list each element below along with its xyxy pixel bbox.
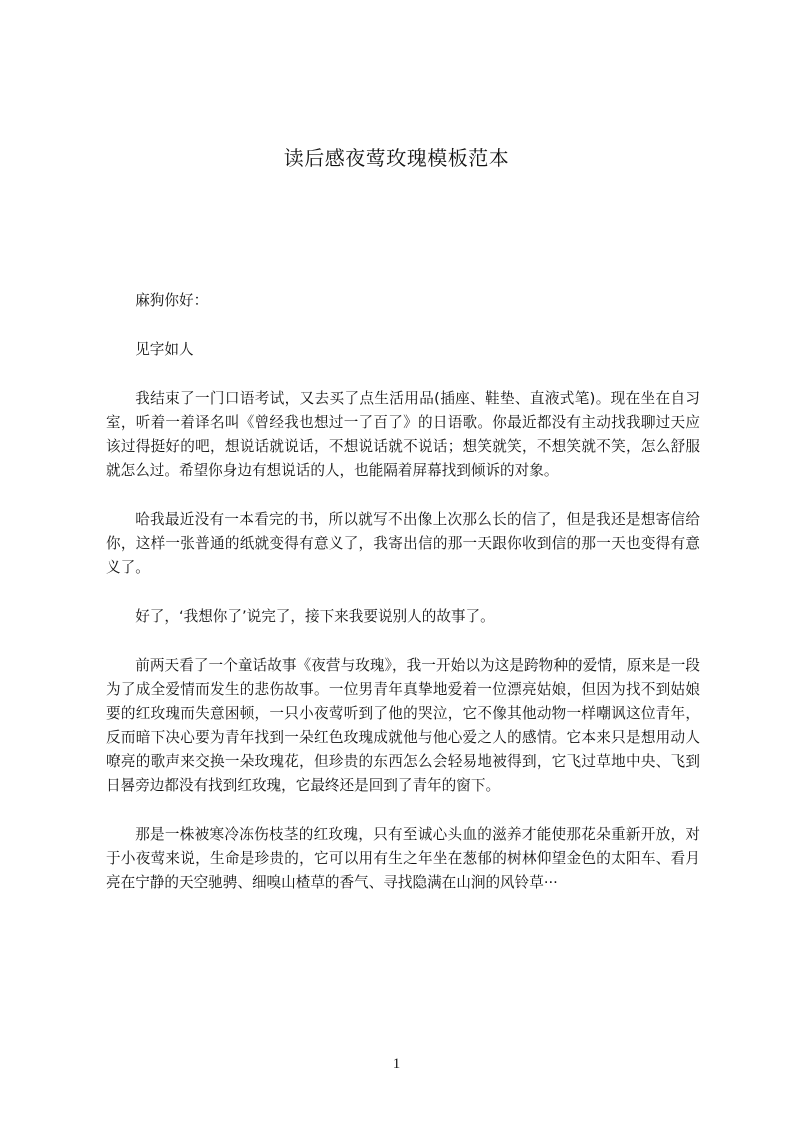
paragraph-greeting: 麻狗你好： (135, 292, 209, 309)
document-title: 读后感夜莺玫瑰模板范本 (283, 146, 510, 170)
paragraph: 那是一株被寒冷冻伤枝茎的红玫瑰，只有至诚心头血的滋养才能使那花朵重新开放，对于小夜莺来说，生命是珍贵的，它可以用有生之年坐在葱郁的树林仰望金色的太阳车、看月亮在宁静的天空驰骋、细嗅山楂草的香气、寻找隐满在山涧的风铃草··· (106, 826, 700, 891)
document-body (106, 289, 700, 920)
paragraph: 哈我最近没有一本看完的书，所以就写不出像上次那么长的信了，但是我还是想寄信给你，这样一张普通的纸就变得有意义了，我寄出信的那一天跟你收到信的那一天也变得有意义了。 (106, 511, 700, 576)
paragraph: 前两天看了一个童话故事《夜营与玫瑰》，我一开始以为这是跨物种的爱情，原来是一段为了成全爱情而发生的悲伤故事。一位男青年真挚地爱着一位漂亮姑娘，但因为找不到姑娘要的红玫瑰而失意困顿，一只小夜莺听到了他的哭泣，它不像其他动物一样嘲讽这位青年，反而暗下决心要为青年找到一朵红色玫瑰成就他与他心爱之人的感情。它本来只是想用动人嘹亮的歌声来交换一朵玫瑰花，但珍贵的东西怎么会轻易地被得到，它飞过草地中央、飞到日晷旁边都没有找到红玫瑰，它最终还是回到了青年的窗下。 (106, 657, 700, 794)
page-number: 1 (392, 1056, 401, 1072)
paragraph: 好了，‘我想你了’说完了，接下来我要说别人的故事了。 (135, 608, 495, 625)
paragraph: 我结束了一门口语考试，又去买了点生活用品(插座、鞋垫、直液式笔)。现在坐在自习室，听着一着译名叫《曾经我也想过一了百了》的日语歌。你最近都没有主动找我聊过天应该过得挺好的吧，想说话就说话，不想说话就不说话；想笑就笑，不想笑就不笑，怎么舒服就怎么过。希望你身边有想说话的人，也能隔着屏幕找到倾诉的对象。 (106, 390, 700, 479)
paragraph-salutation: 见字如人 (135, 341, 194, 358)
